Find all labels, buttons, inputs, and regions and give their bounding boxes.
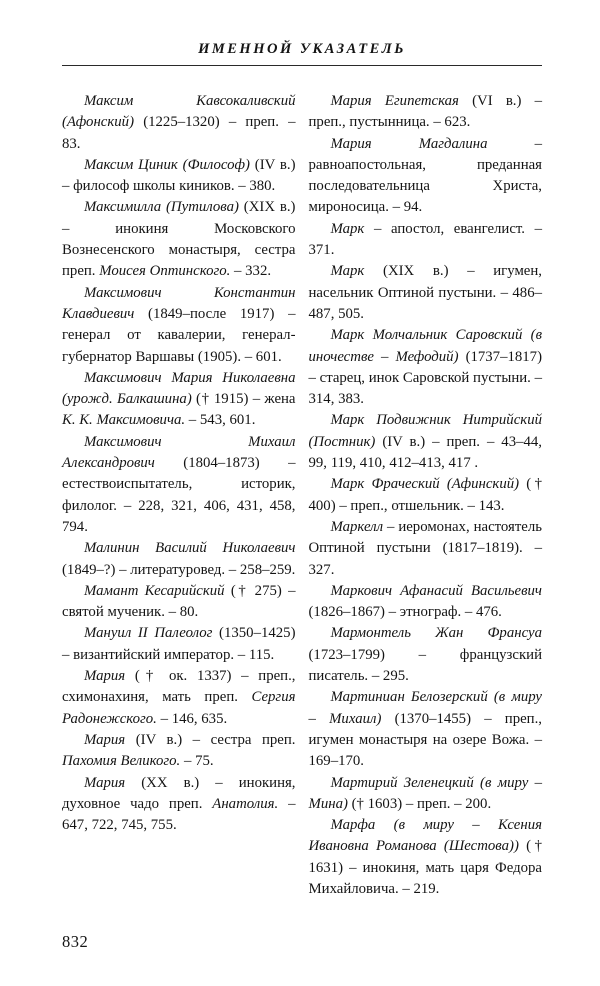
entry-name: Максим Циник (Философ) [84,156,250,173]
entry-name: Мамант Кесарийский [84,582,225,599]
entry-text: (XIX в.) – игумен, насельник Оптиной пустыни. – 486–487, 505. [308,263,542,322]
index-entry [309,474,543,517]
index-entry [62,730,296,773]
entry-text: (VI в.) – преп., пустынница. – 623. [308,93,543,131]
entry-text: (XIX в.) – инокиня Московского Вознесенского монастыря, сестра преп. [62,199,296,280]
entry-name: Марк Подвижник Нитрийский (Постник) [308,412,542,450]
index-entry [309,517,543,581]
index-entry [309,261,543,325]
entry-name: Мария Египетская [330,93,459,109]
entry-text: – апостол, евангелист. – 371. [308,220,542,259]
index-entry [62,773,296,837]
index-entry [62,538,296,581]
index-entry [62,197,296,282]
entry-text: (1723–1799) – французский писатель. – 295. [308,646,542,685]
entry-name: Мария [84,731,126,748]
entry-name: Пахомия Великого. [62,753,181,770]
index-entry [62,666,296,730]
entry-name: Максимович Константин Клавдиевич [62,284,296,322]
entry-name: Мармонтель Жан Франсуа [330,625,542,642]
index-column-right [309,91,543,900]
entry-text: – 146, 635. [156,710,228,727]
entry-text: (1350–1425) – византийский император. – 115. [62,625,296,663]
index-entry [309,815,543,900]
entry-text: (1225–1320) – преп. – 83. [62,114,296,152]
index-entry [309,773,543,816]
entry-text: – 543, 601. [185,412,256,429]
entry-name: Мартирий Зеленецкий (в миру – Мина) [308,774,542,812]
entry-name: Сергия Радонежского. [62,689,296,727]
entry-text: († 1915) – жена [191,391,296,408]
entry-text: – 647, 722, 745, 755. [62,795,296,834]
entry-name: Мария [84,774,126,791]
entry-text: – иеромонах, настоятель Оптиной пустыни (1817–1819). – 327. [308,518,542,578]
entry-name: К. К. Максимовича. [62,412,186,429]
index-entry [62,623,296,666]
entry-text: (IV в.) – преп. – 43–44, 99, 119, 410, 412–413, 417 . [308,433,542,472]
entry-text: – равноапостольная, преданная последовательница Христа, мироносица. – 94. [308,135,542,216]
entry-text: (1849–?) – литературовед. – 258–259. [62,561,296,578]
entry-text: († 1631) – инокиня, мать царя Федора Михайловича. – 219. [308,838,542,897]
entry-name: Марк Фраческий (Афинский) [330,476,520,493]
entry-text: († 1603) – преп. – 200. [347,795,492,812]
index-entry [62,91,296,155]
index-entry [62,432,296,538]
index-entry [309,410,543,474]
entry-name: Мануил II Палеолог [84,625,213,642]
index-entry [309,134,543,219]
entry-name: Моисея Оптинского. [99,263,231,280]
entry-text: († ок. 1337) – преп., схимонахиня, мать преп. [62,668,296,706]
index-columns [62,91,542,900]
index-entry [62,283,296,368]
entry-name: Мария [84,668,126,685]
entry-name: Маркелл [330,518,384,535]
index-entry [309,325,543,410]
entry-name: Мартиниан Белозерский (в миру – Михаил) [308,689,542,727]
entry-text: (1804–1873) – естествоиспытатель, историк, филолог. – 228, 321, 406, 431, 458, 794. [62,455,296,535]
entry-name: Максимилла (Путилова) [84,199,239,216]
entry-text: (XX в.) – инокиня, духовное чадо преп. [62,774,296,812]
page-header-title: ИМЕННОЙ УКАЗАТЕЛЬ [198,41,406,57]
entry-text: († 400) – преп., отшельник. – 143. [308,476,542,514]
entry-text: – 332. [230,263,272,280]
page-number: 832 [62,932,89,951]
entry-text: (IV в.) – сестра преп. [125,731,296,748]
index-entry [62,155,296,198]
entry-text: (1826–1867) – этнограф. – 476. [308,604,502,621]
entry-name: Маркович Афанасий Васильевич [330,582,542,599]
entry-text: – 75. [180,753,214,770]
page-header [62,40,542,66]
index-entry [62,368,296,432]
entry-name: Максим Кавсокаливский (Афонский) [62,93,296,131]
index-entry [309,581,543,624]
entry-name: Марк [330,220,365,237]
index-column-left [62,91,296,900]
entry-name: Максимович Мария Николаевна (урожд. Балкашина) [62,369,296,408]
entry-text: (1737–1817) – старец, инок Саровской пустыни. – 314, 383. [308,348,543,408]
index-entry [309,623,543,687]
entry-name: Анатолия. [212,795,279,812]
index-entry [309,219,543,262]
index-entry [309,687,543,772]
entry-text: († 275) – святой мученик. – 80. [62,582,296,621]
entry-name: Марфа (в миру – Ксения Ивановна Романова (Шестова)) [308,817,542,855]
entry-name: Малинин Василий Николаевич [84,540,296,557]
index-entry [62,581,296,624]
entry-text: (IV в.) – философ школы киников. – 380. [62,156,296,195]
entry-text: (1849–после 1917) – генерал от кавалерии, генерал-губернатор Варшавы (1905). – 601. [62,305,296,365]
entry-name: Максимович Михаил Александрович [62,433,296,472]
index-entry [309,91,543,134]
entry-text: (1370–1455) – преп., игумен монастыря на озере Вожа. – 169–170. [308,710,543,770]
entry-name: Марк [330,263,365,280]
entry-name: Марк Молчальник Саровский (в иночестве – Мефодий) [308,327,542,365]
entry-name: Мария Магдалина [330,135,488,152]
